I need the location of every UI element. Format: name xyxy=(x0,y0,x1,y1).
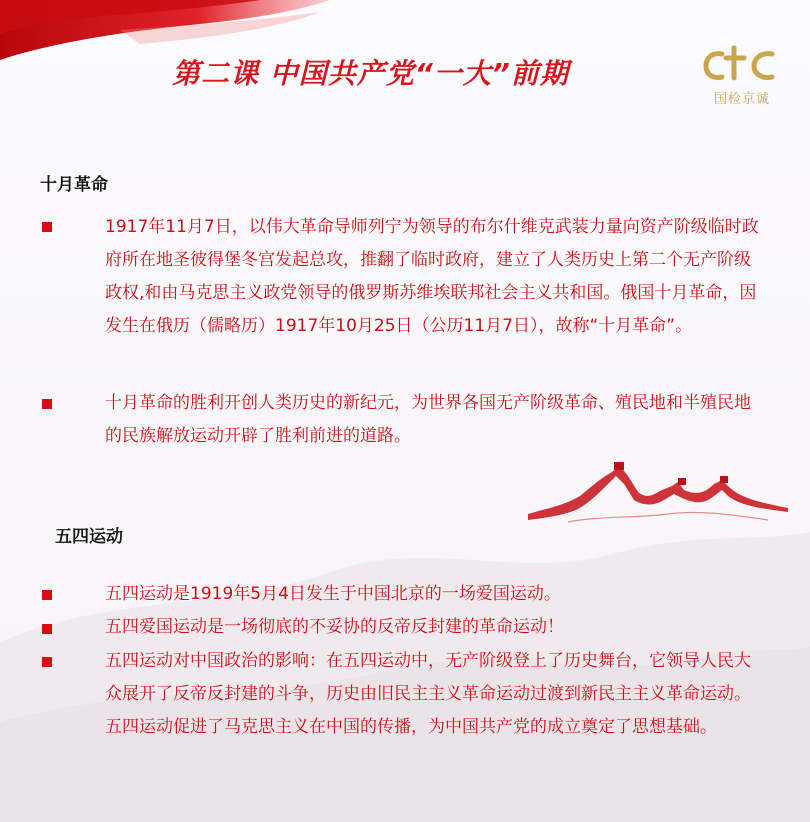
square-bullet-icon xyxy=(42,590,52,600)
list-item-text: 五四运动是1919年5月4日发生于中国北京的一场爱国运动。 xyxy=(105,584,561,604)
square-bullet-icon xyxy=(42,399,52,409)
page-title: 第二课 中国共产党“一大”前期 xyxy=(172,57,569,90)
logo-text: 国检京诚 xyxy=(713,92,770,107)
list-item-text: 五四运动对中国政治的影响：在五四运动中，无产阶级登上了历史舞台，它领导人民大众展开了反帝反封建的斗争，历史由旧民主主义革命运动过渡到新民主主义革命运动。五四运动促进了马克思主义在中国的传播，为中国共产党的成立奠定了思想基础。 xyxy=(105,651,751,737)
section-heading-october-revolution: 十月革命 xyxy=(40,175,108,195)
list-item-text: 五四爱国运动是一场彻底的不妥协的反帝反封建的革命运动！ xyxy=(105,617,564,637)
list-item-text: 十月革命的胜利开创人类历史的新纪元，为世界各国无产阶级革命、殖民地和半殖民地的民族解放运动开辟了胜利前进的道路。 xyxy=(105,393,751,446)
square-bullet-icon xyxy=(42,624,52,634)
brand-logo xyxy=(700,44,784,110)
square-bullet-icon xyxy=(42,657,52,667)
section-heading-may-fourth-movement: 五四运动 xyxy=(55,527,123,547)
list-item-text: 1917年11月7日，以伟大革命导师列宁为领导的布尔什维克武装力量向资产阶级临时政府所在地圣彼得堡冬宫发起总攻，推翻了临时政府，建立了人类历史上第二个无产阶级政权,和由马克思主义政党领导的俄罗斯苏维埃联邦社会主义共和国。俄国十月革命，因发生在俄历（儒略历）1917年10月25日（公历11月7日），故称“十月革命”。 xyxy=(105,217,759,336)
ctc-logo-icon xyxy=(700,44,784,86)
square-bullet-icon xyxy=(42,222,52,232)
great-wall-illustration xyxy=(528,462,788,544)
